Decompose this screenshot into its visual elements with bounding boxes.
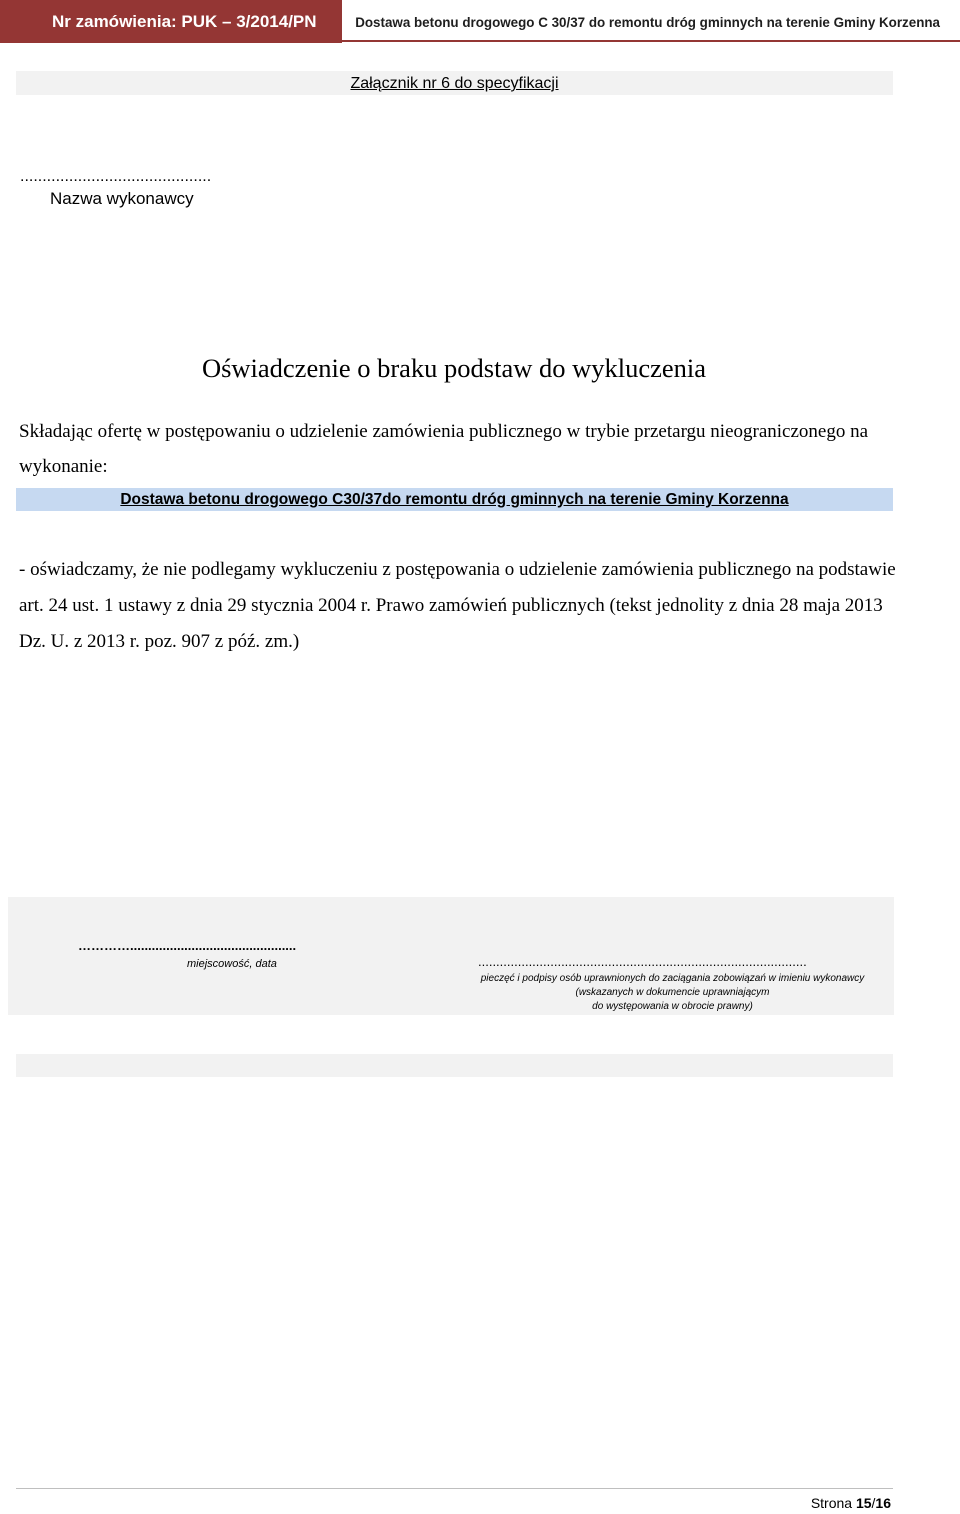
contractor-label: Nazwa wykonawcy <box>50 189 194 208</box>
contractor-dots: ........................................... <box>20 168 212 185</box>
header-divider <box>342 40 960 42</box>
subject-bar <box>16 488 893 511</box>
order-number: Nr zamówienia: PUK – 3/2014/PN <box>0 0 342 43</box>
subject-text: Dostawa betonu drogowego C30/37do remontu dróg gminnych na terenie Gminy Korzenna <box>120 491 789 508</box>
footer-divider <box>16 1488 893 1489</box>
signature-label <box>440 972 905 1014</box>
page-total: 16 <box>875 1495 891 1511</box>
place-date-label: miejscowość, data <box>187 958 277 970</box>
signature-dots: ........................................................................................... <box>478 954 807 969</box>
attachment-bar <box>16 71 893 95</box>
statement-paragraph: - oświadczamy, że nie podlegamy wykluczeniu z postępowania o udzielenie zamówienia publicznego na podstawie art. 24 ust. 1 ustawy z dnia 29 stycznia 2004 r. Prawo zamówień publicznych (tekst jednolity z dnia 28 maja 2013 Dz. U. z 2013 r. poz. 907 z póź. zm.) <box>19 559 896 652</box>
signature-label-line-1: pieczęć i podpisy osób uprawnionych do zaciągania zobowiązań w imieniu wykonawcy <box>480 973 865 984</box>
page-label: Strona <box>810 1495 853 1511</box>
place-date-dots: ………….............................................. <box>78 938 297 953</box>
document-title: Oświadczenie o braku podstaw do wykluczenia <box>201 353 707 383</box>
signature-label-line-3: do występowania w obrocie prawny) <box>592 1001 753 1012</box>
bottom-bar <box>16 1054 893 1077</box>
page-separator: / <box>871 1495 876 1511</box>
intro-paragraph: Składając ofertę w postępowaniu o udzielenie zamówienia publicznego w trybie przetargu nieograniczonego na wykonanie: <box>19 421 869 477</box>
page-number <box>811 1495 891 1511</box>
page-current: 15 <box>855 1495 872 1511</box>
signature-label-line-2: (wskazanych w dokumencie uprawniającym <box>575 987 770 998</box>
header-subject: Dostawa betonu drogowego C 30/37 do remontu dróg gminnych na terenie Gminy Korzenna <box>355 15 940 30</box>
attachment-label: Załącznik nr 6 do specyfikacji <box>350 75 559 92</box>
